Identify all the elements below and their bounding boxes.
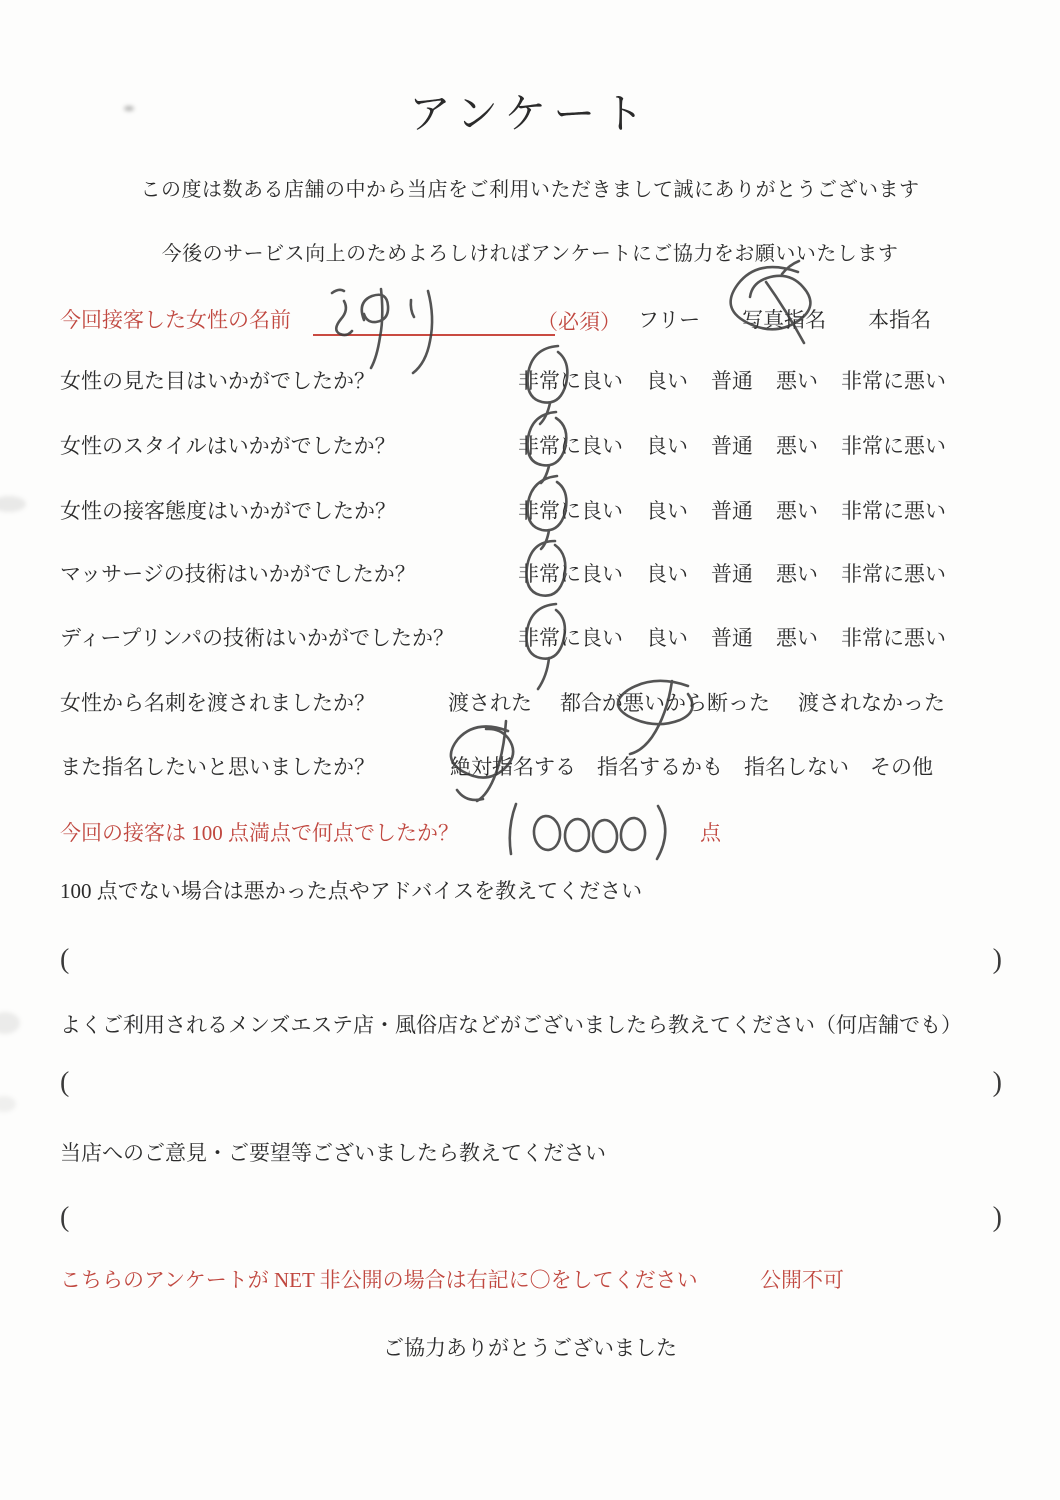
option: 良い <box>646 434 688 458</box>
option: 悪い <box>776 626 818 650</box>
option: 非常に悪い <box>841 562 946 586</box>
option: その他 <box>870 755 933 779</box>
scan-smudge <box>0 1012 20 1034</box>
name-label: 今回接客した女性の名前 <box>60 308 291 332</box>
net-publication-row <box>60 1264 1020 1294</box>
name-row <box>60 304 1020 334</box>
option: 普通 <box>711 499 753 523</box>
option: 良い <box>646 499 688 523</box>
question-label: 女性のスタイルはいかがでしたか？ <box>60 434 396 458</box>
option: 非常に良い <box>518 626 623 650</box>
option: 普通 <box>711 434 753 458</box>
scan-smudge <box>0 1096 16 1112</box>
rating-row-1 <box>60 365 1020 395</box>
option: 都合が悪いから断った <box>560 691 770 715</box>
question-label: 女性の見た目はいかがでしたか？ <box>60 369 375 393</box>
option-hon-shimei: 本指名 <box>868 308 932 332</box>
open-paren: ( <box>60 944 70 975</box>
option: 悪い <box>776 562 818 586</box>
option: 絶対指名する <box>450 755 576 779</box>
option: 非常に良い <box>518 369 623 393</box>
meishi-row <box>60 687 1020 717</box>
close-paren: ) <box>992 1202 1002 1233</box>
rating-row-4 <box>60 558 1020 588</box>
score-unit: 点 <box>700 821 721 845</box>
rating-row-5 <box>60 622 1020 652</box>
footer-thanks: ご協力ありがとうございました <box>383 1336 677 1360</box>
option: 非常に良い <box>518 562 623 586</box>
question-label: 女性から名刺を渡されましたか？ <box>60 691 375 715</box>
option: 渡されなかった <box>798 691 945 715</box>
score-row <box>60 817 1020 847</box>
option: 非常に悪い <box>841 626 946 650</box>
option: 普通 <box>711 369 753 393</box>
rating-options <box>518 365 946 395</box>
answer-area-2 <box>60 1067 1002 1099</box>
option: 指名するかも <box>597 755 723 779</box>
option: 悪い <box>776 434 818 458</box>
close-paren: ) <box>992 1067 1002 1098</box>
rating-options <box>518 430 946 460</box>
answer-area-1 <box>60 944 1002 976</box>
scan-smudge <box>0 496 26 512</box>
option-free: フリー <box>638 308 701 332</box>
option: 非常に悪い <box>841 434 946 458</box>
rating-options <box>518 622 946 652</box>
free-question-1: 100 点でない場合は悪かった点やアドバイスを教えてください <box>60 879 643 903</box>
rating-options <box>518 558 946 588</box>
rating-options <box>518 495 946 525</box>
intro-line-1: この度は数ある店舗の中から当店をご利用いただきまして誠にありがとうございます <box>140 179 920 201</box>
option: 非常に悪い <box>841 369 946 393</box>
option: 悪い <box>776 369 818 393</box>
free-question-3: 当店へのご意見・ご要望等ございましたら教えてください <box>60 1141 606 1165</box>
question-label: また指名したいと思いましたか？ <box>60 755 375 779</box>
option: 良い <box>646 562 688 586</box>
option: 悪い <box>776 499 818 523</box>
open-paren: ( <box>60 1067 70 1098</box>
option: 非常に悪い <box>841 499 946 523</box>
question-label: ディープリンパの技術はいかがでしたか？ <box>60 626 454 650</box>
option: 渡された <box>448 691 532 715</box>
shimei-row <box>60 751 1020 781</box>
option: 非常に良い <box>518 434 623 458</box>
name-answer-underline <box>313 334 555 336</box>
meishi-options <box>448 687 945 717</box>
rating-row-2 <box>60 430 1020 460</box>
option: 指名しない <box>744 755 849 779</box>
option: 普通 <box>711 626 753 650</box>
close-paren: ) <box>992 944 1002 975</box>
score-label: 今回の接客は 100 点満点で何点でしたか？ <box>60 821 459 845</box>
question-label: マッサージの技術はいかがでしたか？ <box>60 562 416 586</box>
rating-row-3 <box>60 495 1020 525</box>
name-type-options <box>638 304 931 334</box>
net-option-no-publish: 公開不可 <box>760 1268 844 1292</box>
answer-area-3 <box>60 1202 1002 1234</box>
option: 良い <box>646 369 688 393</box>
required-note: （必須） <box>537 310 621 334</box>
shimei-options <box>450 751 933 781</box>
question-label: 女性の接客態度はいかがでしたか？ <box>60 499 396 523</box>
intro-line-2: 今後のサービス向上のためよろしければアンケートにご協力をお願いいたします <box>161 243 899 265</box>
open-paren: ( <box>60 1202 70 1233</box>
option: 非常に良い <box>518 499 623 523</box>
option-photo-shimei: 写真指名 <box>742 308 827 332</box>
net-label: こちらのアンケートが NET 非公開の場合は右記に〇をしてください <box>60 1268 698 1292</box>
page-title: アンケート <box>408 92 652 138</box>
option: 良い <box>646 626 688 650</box>
free-question-2: よくご利用されるメンズエステ店・風俗店などがございましたら教えてください（何店舗でも） <box>60 1013 962 1037</box>
option: 普通 <box>711 562 753 586</box>
